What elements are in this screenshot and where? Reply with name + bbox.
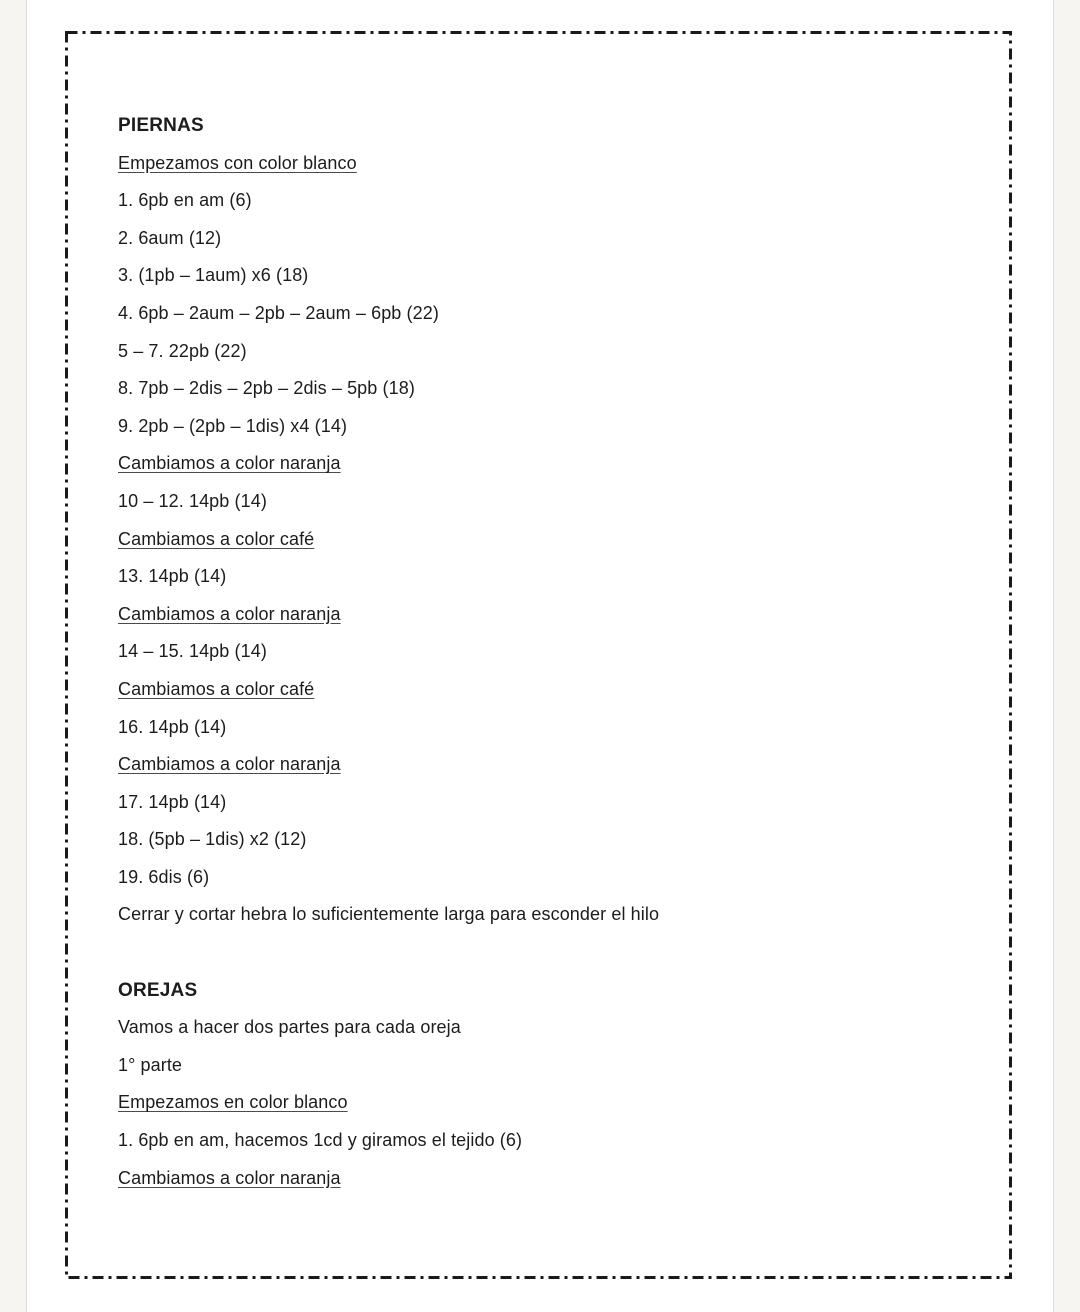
pattern-line: 2. 6aum (12) bbox=[118, 227, 222, 248]
pattern-line: 14 – 15. 14pb (14) bbox=[118, 641, 267, 662]
left-gutter bbox=[0, 0, 27, 1312]
pattern-line: 4. 6pb – 2aum – 2pb – 2aum – 6pb (22) bbox=[118, 302, 439, 323]
pattern-line: 17. 14pb (14) bbox=[118, 791, 227, 812]
pattern-line: 19. 6dis (6) bbox=[118, 866, 210, 887]
pattern-line: 1° parte bbox=[118, 1054, 183, 1075]
right-gutter bbox=[1053, 0, 1080, 1312]
pattern-line: 8. 7pb – 2dis – 2pb – 2dis – 5pb (18) bbox=[118, 378, 415, 399]
pattern-line: 10 – 12. 14pb (14) bbox=[118, 490, 267, 511]
pattern-line: Vamos a hacer dos partes para cada oreja bbox=[118, 1017, 461, 1038]
pattern-line: 3. (1pb – 1aum) x6 (18) bbox=[118, 265, 309, 286]
pattern-line: Cambiamos a color naranja bbox=[118, 603, 341, 624]
pattern-section bbox=[118, 972, 978, 1198]
pattern-line: 18. (5pb – 1dis) x2 (12) bbox=[118, 829, 307, 850]
pattern-line: Cambiamos a color naranja bbox=[118, 754, 341, 775]
pattern-line: Empezamos en color blanco bbox=[118, 1092, 348, 1113]
pattern-line: 1. 6pb en am (6) bbox=[118, 190, 252, 211]
pattern-line: Empezamos con color blanco bbox=[118, 152, 357, 173]
pattern-line: 5 – 7. 22pb (22) bbox=[118, 340, 247, 361]
pattern-line: Cambiamos a color naranja bbox=[118, 1167, 341, 1188]
pattern-line: 13. 14pb (14) bbox=[118, 566, 227, 587]
section-title: OREJAS bbox=[118, 979, 198, 1001]
pattern-line: Cambiamos a color café bbox=[118, 678, 315, 699]
document-content bbox=[118, 107, 978, 1197]
section-title: PIERNAS bbox=[118, 115, 204, 136]
pattern-line: Cambiamos a color café bbox=[118, 528, 315, 549]
pattern-line: Cambiamos a color naranja bbox=[118, 453, 341, 474]
pattern-section bbox=[118, 107, 978, 934]
pattern-line: Cerrar y cortar hebra lo suficientemente larga para esconder el hilo bbox=[118, 904, 660, 925]
pattern-line: 9. 2pb – (2pb – 1dis) x4 (14) bbox=[118, 415, 348, 436]
pattern-line: 16. 14pb (14) bbox=[118, 716, 227, 737]
pattern-line: 1. 6pb en am, hacemos 1cd y giramos el tejido (6) bbox=[118, 1130, 523, 1151]
